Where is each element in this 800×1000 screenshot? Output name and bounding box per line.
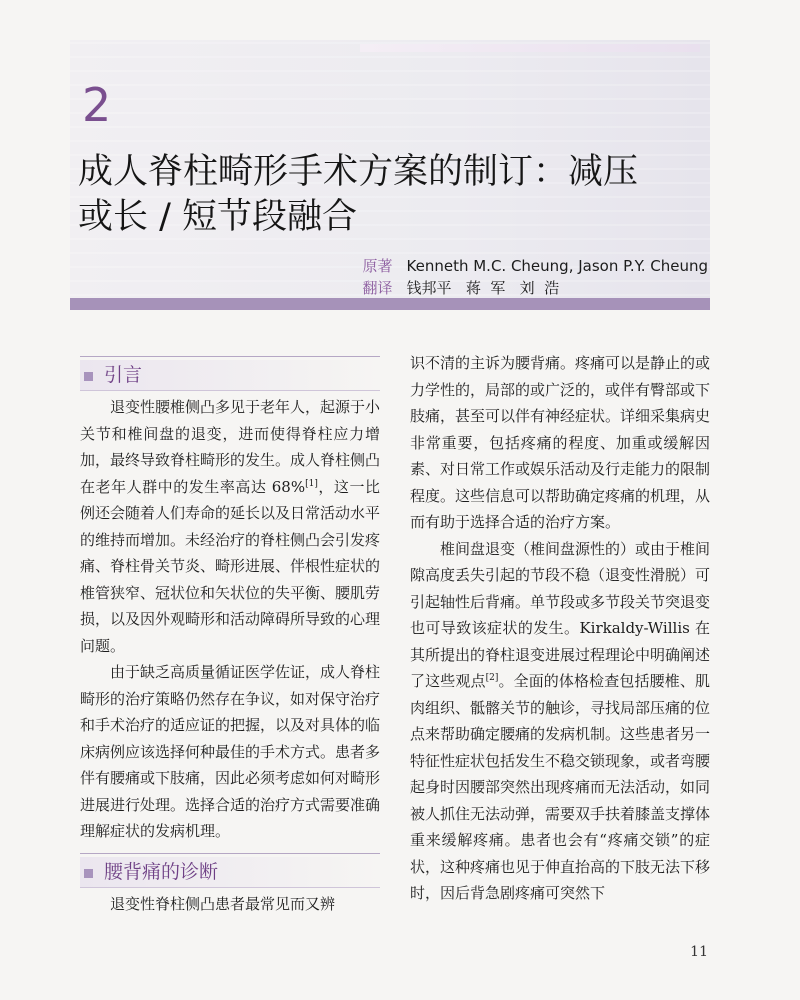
- header-divider: [70, 298, 710, 310]
- citation[interactable]: [2]: [485, 673, 499, 683]
- credits: [363, 255, 709, 299]
- section-bullet-icon: [84, 869, 93, 878]
- section-rule: [80, 390, 380, 391]
- paragraph: 识不清的主诉为腰背痛。疼痛可以是静止的或力学性的，局部的或广泛的，或伴有臀部或下肢痛，甚至可以伴有神经症状。详细采集病史非常重要，包括疼痛的程度、加重或缓解因素、对日常工作或娱乐活动及行走能力的限制程度。这些信息可以帮助确定疼痛的机理，从而有助于选择合适的治疗方案。: [410, 354, 711, 531]
- header-top-stripe: [360, 44, 700, 52]
- right-column: [410, 350, 710, 907]
- paragraph: [410, 536, 710, 907]
- paragraph-text: ，这一比例还会随着人们寿命的延长以及日常活动水平的维持而增加。未经治疗的脊柱侧凸会引发疼痛、脊柱骨关节炎、畸形进展、伴根性症状的椎管狭窄、冠状位和矢状位的失平衡、腰肌劳损，以及因外观畸形和活动障碍所导致的心理问题。: [80, 477, 381, 655]
- section-rule: [80, 887, 380, 888]
- section-heading-diagnosis: [80, 853, 380, 889]
- paragraph: 由于缺乏高质量循证医学佐证，成人脊柱畸形的治疗策略仍然存在争议，如对保守治疗和手术治疗的适应证的把握，以及对具体的临床病例应该选择何种最佳的手术方式。患者多伴有腰痛或下肢痛，因此必须考虑如何对畸形进展进行处理。选择合适的治疗方式需要准确理解症状的发病机理。: [80, 663, 381, 840]
- paragraph-text: 。全面的体格检查包括腰椎、肌肉组织、骶髂关节的触诊，寻找局部压痛的位点来帮助确定腰痛的发病机制。这些患者另一特征性症状包括发生不稳交锁现象，或者弯腰起身时因腰部突然出现疼痛而无法活动，如同被人抓住无法动弹，需要双手扶着膝盖支撑体重来缓解疼痛。患者也会有“疼痛交锁”的症状，这种疼痛也见于伸直抬高的下肢无法下移时，因后背急剧疼痛可突然下: [410, 672, 711, 902]
- page-number: 11: [690, 944, 708, 960]
- paragraph-text: 退变性腰椎侧凸多见于老年人，起源于小关节和椎间盘的退变，进而使得脊柱应力增加，最终导致脊柱畸形的发生。成人脊柱侧凸在老年人群中的发生率高达 68%: [80, 398, 381, 496]
- section-bullet-icon: [84, 372, 93, 381]
- section-rule: [80, 356, 380, 357]
- author-label: 原著: [362, 257, 393, 275]
- chapter-title: [78, 150, 718, 240]
- translator-names: 钱邦平 蒋 军 刘 浩: [406, 279, 560, 297]
- paragraph: [80, 394, 380, 659]
- citation[interactable]: [1]: [305, 478, 318, 489]
- section-heading-text: 腰背痛的诊断: [104, 860, 219, 883]
- translator-line: [363, 277, 709, 299]
- translator-label: 翻译: [362, 279, 393, 297]
- chapter-title-line1: 成人脊柱畸形手术方案的制订：减压: [78, 152, 639, 192]
- chapter-number: 2: [82, 78, 112, 132]
- author-line: [363, 255, 709, 277]
- author-names: Kenneth M.C. Cheung, Jason P.Y. Cheung: [406, 257, 708, 275]
- section-rule: [80, 853, 380, 854]
- paragraph: 退变性脊柱侧凸患者最常见而又辨: [110, 894, 336, 913]
- paragraph-text: 椎间盘退变（椎间盘源性的）或由于椎间隙高度丢失引起的节段不稳（退变性滑脱）可引起轴性后背痛。单节段或多节段关节突退变也可导致该症状的发生。Kirkaldy-Willis 在其所提出的脊柱退变进展过程理论中明确阐述了这些观点: [410, 539, 711, 690]
- section-heading-text: 引言: [104, 364, 143, 386]
- section-heading-intro: [80, 356, 380, 392]
- chapter-title-line2: 或长 / 短节段融合: [78, 197, 358, 237]
- left-column: [80, 356, 380, 917]
